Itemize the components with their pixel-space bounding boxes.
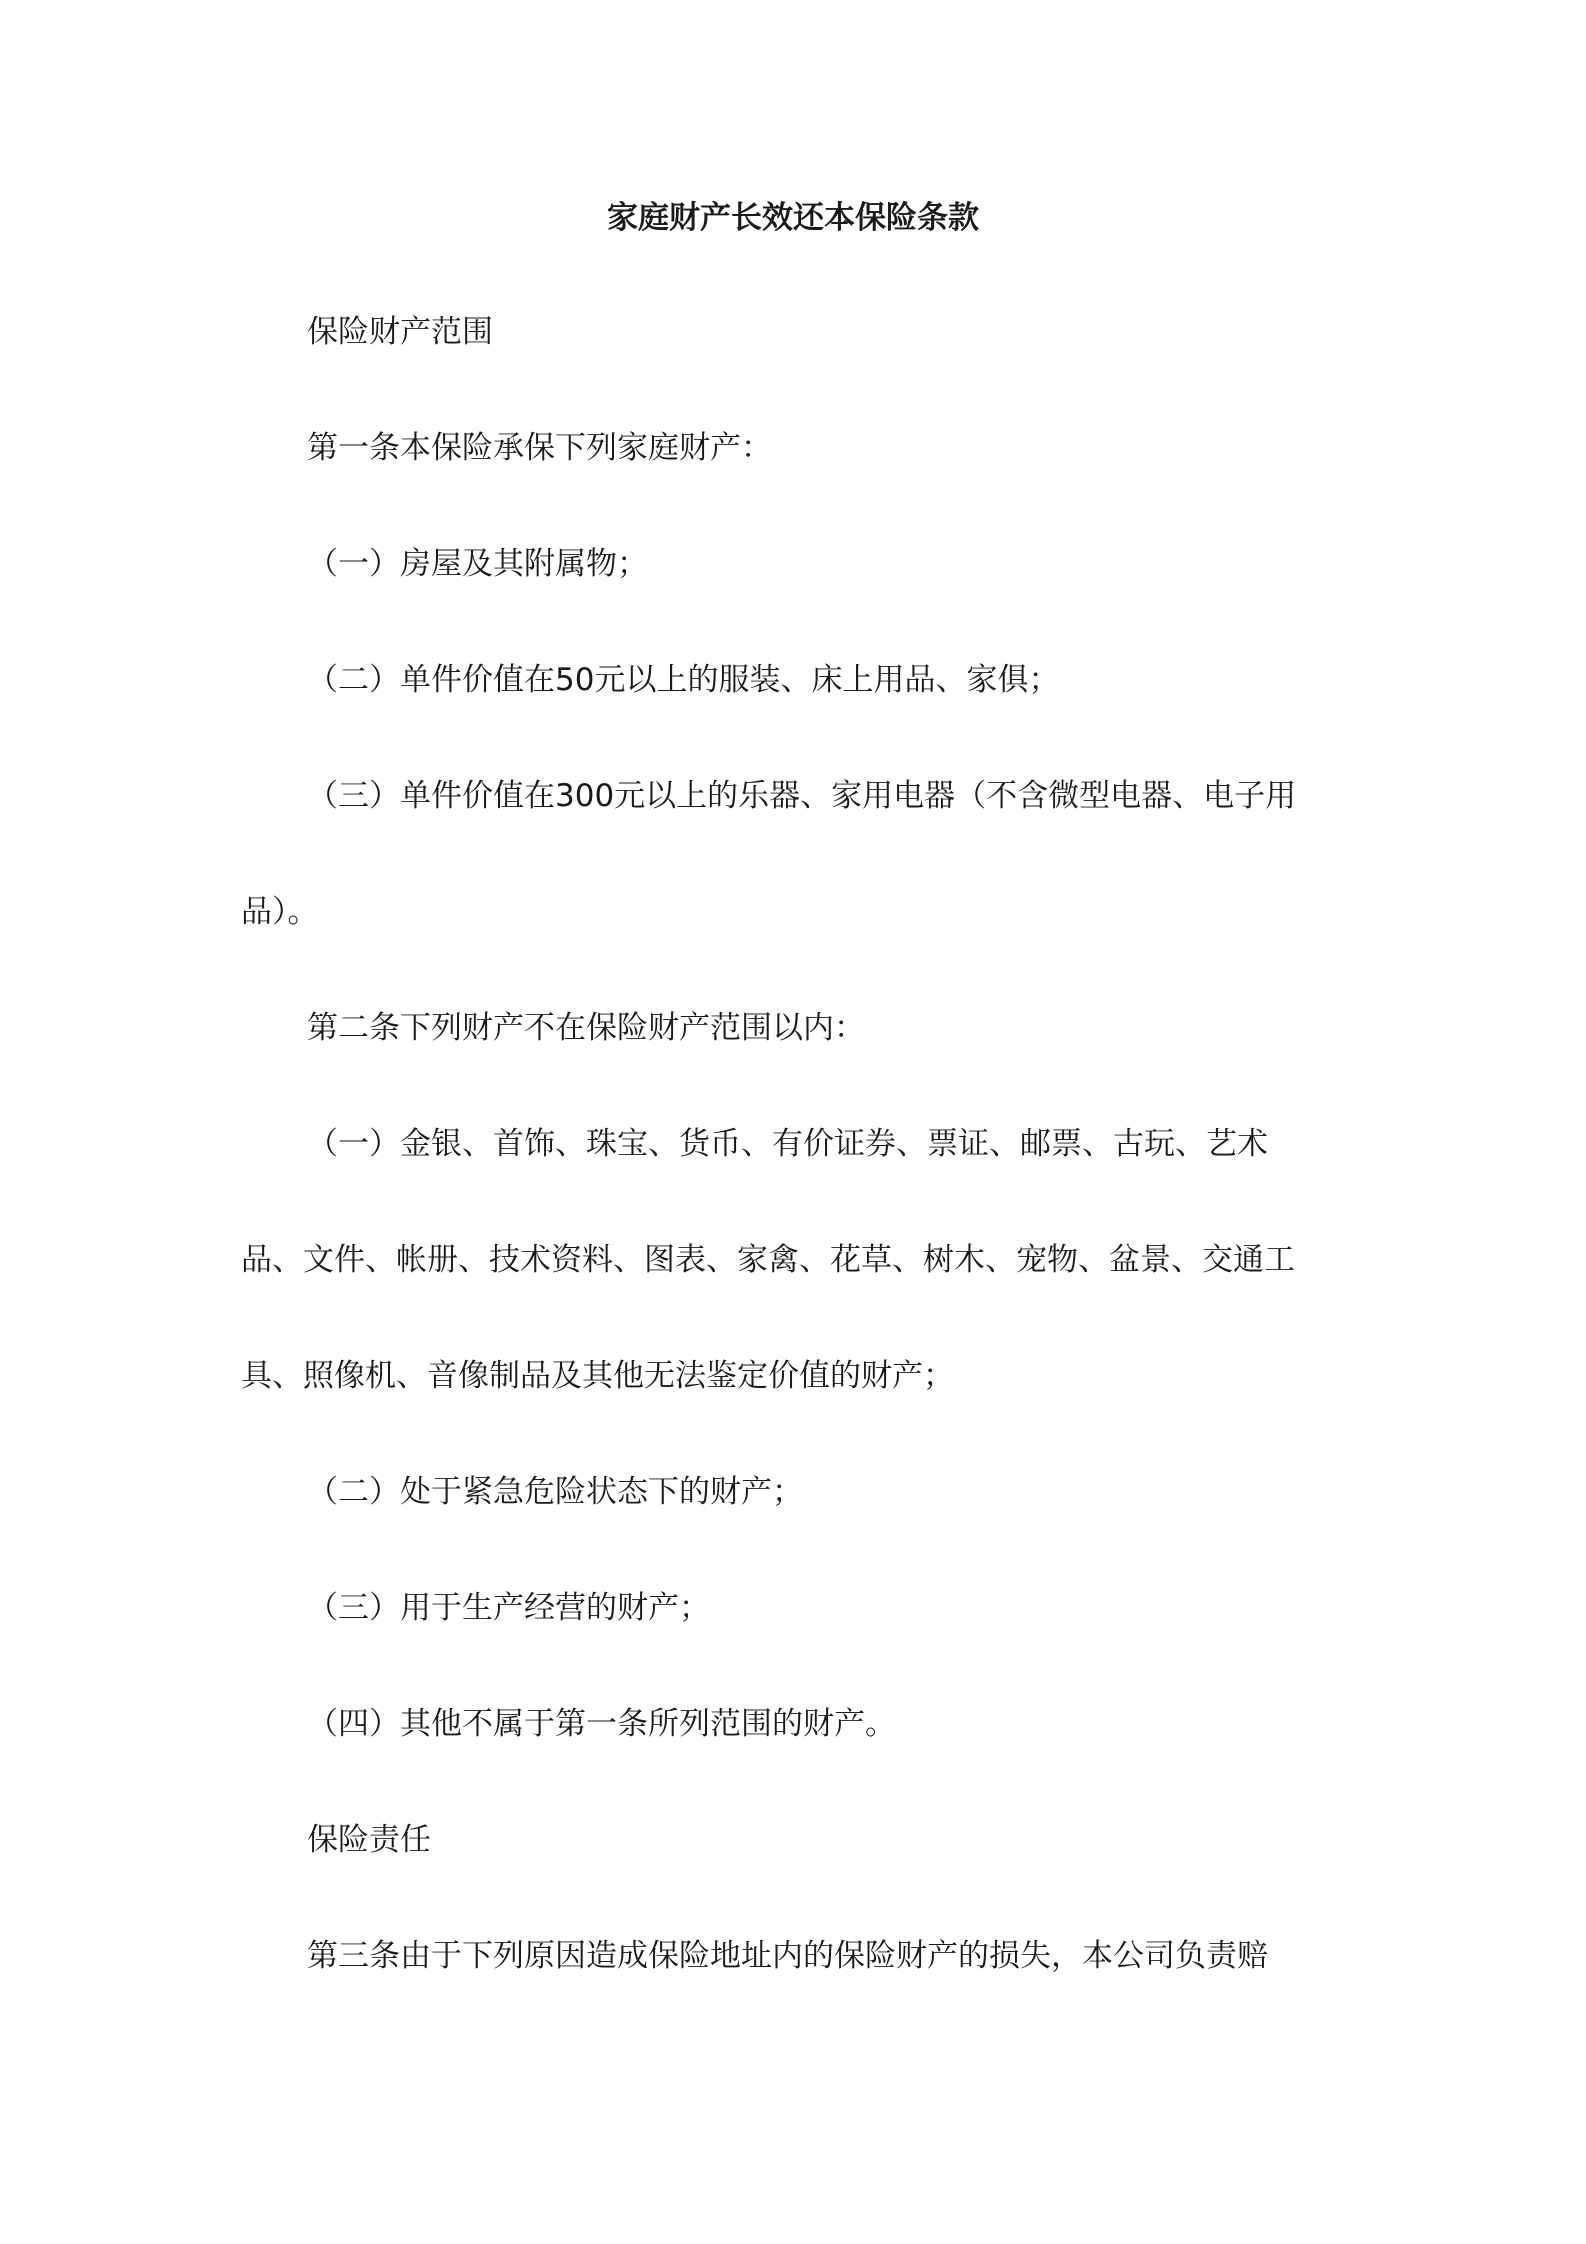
article-3-text: 第三条由于下列原因造成保险地址内的保险财产的损失，本公司负责赔 xyxy=(307,1938,1268,1974)
article-1-text: 第一条本保险承保下列家庭财产： xyxy=(307,430,772,466)
article-2-text: 第二条下列财产不在保险财产范围以内： xyxy=(307,1010,865,1046)
article-1-item-1: （一）房屋及其附属物； xyxy=(307,546,648,582)
article-1-item-3-continued: 品）。 xyxy=(241,894,319,930)
section-heading-insurance-liability: 保险责任 xyxy=(307,1822,431,1858)
article-1-item-3: （三）单件价值在300元以上的乐器、家用电器（不含微型电器、电子用 xyxy=(307,778,1297,814)
article-2-item-2: （二）处于紧急危险状态下的财产； xyxy=(307,1474,803,1510)
article-1-item-2: （二）单件价值在50元以上的服装、床上用品、家俱； xyxy=(307,662,1060,698)
article-2-item-3: （三）用于生产经营的财产； xyxy=(307,1590,710,1626)
article-2-item-1: （一）金银、首饰、珠宝、货币、有价证券、票证、邮票、古玩、艺术 xyxy=(307,1126,1268,1162)
article-2-item-1-continued-2: 具、照像机、音像制品及其他无法鉴定价值的财产； xyxy=(241,1358,954,1394)
article-2-item-1-continued: 品、文件、帐册、技术资料、图表、家禽、花草、树木、宠物、盆景、交通工 xyxy=(241,1242,1295,1278)
section-heading-insured-property: 保险财产范围 xyxy=(307,314,493,350)
document-title: 家庭财产长效还本保险条款 xyxy=(607,200,979,236)
article-2-item-4: （四）其他不属于第一条所列范围的财产。 xyxy=(307,1706,896,1742)
